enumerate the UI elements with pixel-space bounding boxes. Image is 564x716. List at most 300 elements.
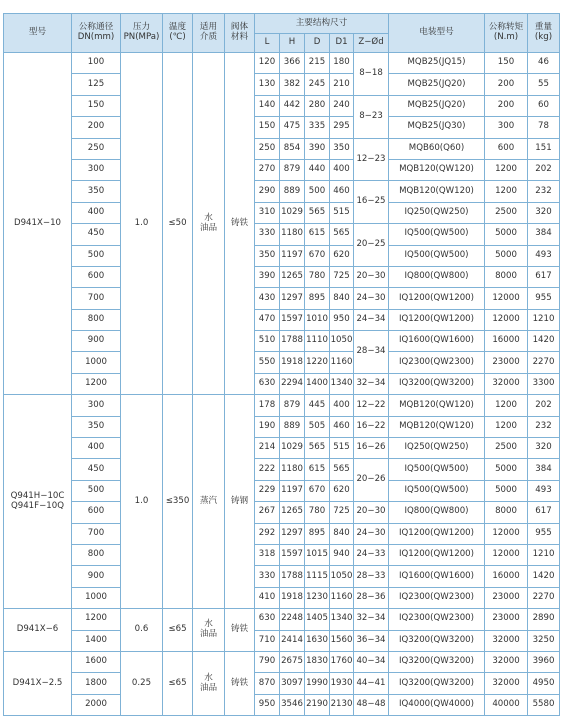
dim-l-cell: 510	[255, 331, 280, 352]
table-row	[4, 309, 560, 330]
header-torque: 公称转矩 (N.m)	[485, 14, 528, 53]
dim-d1-cell: 515	[330, 202, 354, 223]
group-model-cell: D941X−6	[4, 609, 72, 652]
dn-cell: 700	[72, 288, 121, 309]
group-model-cell: D941X−2.5	[4, 651, 72, 715]
table-row	[4, 266, 560, 287]
dn-cell: 350	[72, 416, 121, 437]
header-weight: 重量 (kg)	[528, 14, 560, 53]
zd-cell: 16−26	[354, 438, 389, 459]
dn-cell: 450	[72, 459, 121, 480]
weight-cell: 320	[528, 202, 560, 223]
dim-d1-cell: 840	[330, 288, 354, 309]
dim-d1-cell: 620	[330, 245, 354, 266]
dim-d-cell: 500	[305, 181, 330, 202]
table-row	[4, 74, 560, 95]
dim-d-cell: 390	[305, 138, 330, 159]
weight-cell: 2270	[528, 352, 560, 373]
header-actuator: 电装型号	[389, 14, 485, 53]
torque-cell: 200	[485, 95, 528, 116]
dim-h-cell: 1180	[280, 459, 305, 480]
actuator-cell: MQB25(JQ20)	[389, 95, 485, 116]
weight-cell: 320	[528, 438, 560, 459]
actuator-cell: MQB120(QW120)	[389, 395, 485, 416]
dim-l-cell: 178	[255, 395, 280, 416]
torque-cell: 16000	[485, 566, 528, 587]
dim-d-cell: 280	[305, 95, 330, 116]
table-row	[4, 138, 560, 159]
table-row	[4, 117, 560, 138]
dim-d1-cell: 1160	[330, 352, 354, 373]
dim-l-cell: 150	[255, 117, 280, 138]
dim-d-cell: 670	[305, 480, 330, 501]
dim-l-cell: 470	[255, 309, 280, 330]
actuator-cell: IQ1600(QW1600)	[389, 566, 485, 587]
torque-cell: 2500	[485, 438, 528, 459]
torque-cell: 1200	[485, 159, 528, 180]
weight-cell: 202	[528, 159, 560, 180]
torque-cell: 5000	[485, 459, 528, 480]
dim-d-cell: 335	[305, 117, 330, 138]
zd-cell: 8−18	[354, 53, 389, 96]
dn-cell: 250	[72, 138, 121, 159]
dim-d-cell: 895	[305, 523, 330, 544]
weight-cell: 617	[528, 502, 560, 523]
dim-d-cell: 1990	[305, 673, 330, 694]
group-temp-cell: ≤65	[163, 651, 193, 715]
torque-cell: 23000	[485, 352, 528, 373]
torque-cell: 32000	[485, 651, 528, 672]
dim-l-cell: 130	[255, 74, 280, 95]
dim-d1-cell: 350	[330, 138, 354, 159]
dim-d1-cell: 515	[330, 438, 354, 459]
header-zd: Z−Ød	[354, 34, 389, 53]
dim-d1-cell: 180	[330, 53, 354, 74]
dn-cell: 150	[72, 95, 121, 116]
group-model-cell: Q941H−10C Q941F−10Q	[4, 395, 72, 609]
weight-cell: 493	[528, 245, 560, 266]
dim-d-cell: 1010	[305, 309, 330, 330]
dim-d-cell: 565	[305, 438, 330, 459]
dim-d-cell: 1220	[305, 352, 330, 373]
dn-cell: 1800	[72, 673, 121, 694]
actuator-cell: MQB120(QW120)	[389, 181, 485, 202]
dim-h-cell: 1197	[280, 480, 305, 501]
dim-d-cell: 565	[305, 202, 330, 223]
dim-l-cell: 292	[255, 523, 280, 544]
dn-cell: 600	[72, 502, 121, 523]
actuator-cell: IQ800(QW800)	[389, 502, 485, 523]
dn-cell: 800	[72, 309, 121, 330]
dn-cell: 1000	[72, 352, 121, 373]
dim-l-cell: 267	[255, 502, 280, 523]
dim-d1-cell: 565	[330, 459, 354, 480]
table-row	[4, 202, 560, 223]
zd-cell: 48−48	[354, 694, 389, 715]
table-row	[4, 53, 560, 74]
torque-cell: 40000	[485, 694, 528, 715]
torque-cell: 32000	[485, 673, 528, 694]
dim-d1-cell: 240	[330, 95, 354, 116]
torque-cell: 8000	[485, 502, 528, 523]
dim-h-cell: 1918	[280, 352, 305, 373]
dn-cell: 300	[72, 159, 121, 180]
dim-l-cell: 190	[255, 416, 280, 437]
weight-cell: 1210	[528, 544, 560, 565]
dim-l-cell: 550	[255, 352, 280, 373]
zd-cell: 16−25	[354, 181, 389, 224]
dim-d1-cell: 725	[330, 502, 354, 523]
weight-cell: 46	[528, 53, 560, 74]
actuator-cell: IQ4000(QW4000)	[389, 694, 485, 715]
dim-d1-cell: 460	[330, 181, 354, 202]
dim-d-cell: 615	[305, 459, 330, 480]
zd-cell: 20−26	[354, 459, 389, 502]
actuator-cell: IQ500(QW500)	[389, 245, 485, 266]
weight-cell: 384	[528, 459, 560, 480]
weight-cell: 955	[528, 288, 560, 309]
group-material-cell: 铸铁	[225, 53, 255, 395]
header-D: D	[305, 34, 330, 53]
group-temp-cell: ≤65	[163, 609, 193, 652]
actuator-cell: IQ3200(QW3200)	[389, 373, 485, 394]
dn-cell: 700	[72, 523, 121, 544]
dim-d-cell: 615	[305, 224, 330, 245]
header-dn: 公称通径 DN(mm)	[72, 14, 121, 53]
dim-d-cell: 215	[305, 53, 330, 74]
header-H: H	[280, 34, 305, 53]
zd-cell: 32−34	[354, 373, 389, 394]
weight-cell: 1420	[528, 331, 560, 352]
dim-h-cell: 3546	[280, 694, 305, 715]
table-row	[4, 352, 560, 373]
group-pn-cell: 0.25	[121, 651, 163, 715]
weight-cell: 232	[528, 181, 560, 202]
dim-l-cell: 250	[255, 138, 280, 159]
dim-d1-cell: 565	[330, 224, 354, 245]
actuator-cell: MQB25(JQ15)	[389, 53, 485, 74]
actuator-cell: IQ500(QW500)	[389, 480, 485, 501]
group-temp-cell: ≤50	[163, 53, 193, 395]
torque-cell: 12000	[485, 523, 528, 544]
actuator-cell: IQ2300(QW2300)	[389, 352, 485, 373]
dn-cell: 500	[72, 245, 121, 266]
dim-d-cell: 1405	[305, 609, 330, 630]
zd-cell: 24−33	[354, 544, 389, 565]
zd-cell: 24−30	[354, 523, 389, 544]
torque-cell: 8000	[485, 266, 528, 287]
dim-d-cell: 1115	[305, 566, 330, 587]
weight-cell: 2890	[528, 609, 560, 630]
zd-cell: 20−25	[354, 224, 389, 267]
dim-l-cell: 214	[255, 438, 280, 459]
dim-l-cell: 950	[255, 694, 280, 715]
header-model: 型号	[4, 14, 72, 53]
group-temp-cell: ≤350	[163, 395, 193, 609]
table-row	[4, 587, 560, 608]
actuator-cell: MQB25(JQ30)	[389, 117, 485, 138]
dim-l-cell: 140	[255, 95, 280, 116]
actuator-cell: IQ250(QW250)	[389, 438, 485, 459]
dim-l-cell: 790	[255, 651, 280, 672]
dim-h-cell: 1029	[280, 438, 305, 459]
torque-cell: 5000	[485, 245, 528, 266]
weight-cell: 202	[528, 395, 560, 416]
dn-cell: 1200	[72, 373, 121, 394]
table-row	[4, 245, 560, 266]
dim-d1-cell: 1340	[330, 373, 354, 394]
torque-cell: 2500	[485, 202, 528, 223]
dim-d1-cell: 1930	[330, 673, 354, 694]
group-pn-cell: 1.0	[121, 395, 163, 609]
dim-d-cell: 1110	[305, 331, 330, 352]
header-L: L	[255, 34, 280, 53]
weight-cell: 55	[528, 74, 560, 95]
zd-cell: 40−34	[354, 651, 389, 672]
zd-cell: 8−23	[354, 95, 389, 138]
dim-d-cell: 245	[305, 74, 330, 95]
dim-h-cell: 1297	[280, 523, 305, 544]
zd-cell: 24−34	[354, 309, 389, 330]
zd-cell: 32−34	[354, 609, 389, 630]
dn-cell: 350	[72, 181, 121, 202]
torque-cell: 300	[485, 117, 528, 138]
table-row	[4, 224, 560, 245]
dim-d1-cell: 295	[330, 117, 354, 138]
dim-d-cell: 1630	[305, 630, 330, 651]
dim-d-cell: 440	[305, 159, 330, 180]
dim-l-cell: 229	[255, 480, 280, 501]
dn-cell: 400	[72, 438, 121, 459]
actuator-cell: MQB60(Q60)	[389, 138, 485, 159]
table-row	[4, 502, 560, 523]
dim-d1-cell: 725	[330, 266, 354, 287]
torque-cell: 12000	[485, 544, 528, 565]
weight-cell: 1420	[528, 566, 560, 587]
group-material-cell: 铸钢	[225, 395, 255, 609]
dim-h-cell: 2248	[280, 609, 305, 630]
actuator-cell: IQ800(QW800)	[389, 266, 485, 287]
torque-cell: 16000	[485, 331, 528, 352]
torque-cell: 1200	[485, 395, 528, 416]
torque-cell: 23000	[485, 609, 528, 630]
dim-l-cell: 290	[255, 181, 280, 202]
dn-cell: 1400	[72, 630, 121, 651]
torque-cell: 12000	[485, 288, 528, 309]
actuator-cell: IQ250(QW250)	[389, 202, 485, 223]
dim-h-cell: 1265	[280, 266, 305, 287]
dim-h-cell: 889	[280, 416, 305, 437]
weight-cell: 955	[528, 523, 560, 544]
zd-cell: 20−30	[354, 502, 389, 523]
dim-l-cell: 318	[255, 544, 280, 565]
dim-d1-cell: 400	[330, 159, 354, 180]
dim-l-cell: 630	[255, 373, 280, 394]
zd-cell: 16−22	[354, 416, 389, 437]
dim-d1-cell: 840	[330, 523, 354, 544]
dim-l-cell: 120	[255, 53, 280, 74]
dim-l-cell: 870	[255, 673, 280, 694]
dim-l-cell: 222	[255, 459, 280, 480]
dim-d-cell: 1830	[305, 651, 330, 672]
dim-h-cell: 442	[280, 95, 305, 116]
dim-d-cell: 670	[305, 245, 330, 266]
dim-d1-cell: 620	[330, 480, 354, 501]
dn-cell: 900	[72, 566, 121, 587]
dim-d1-cell: 950	[330, 309, 354, 330]
group-medium-cell: 水 油品	[193, 609, 225, 652]
dim-l-cell: 710	[255, 630, 280, 651]
actuator-cell: IQ1200(QW1200)	[389, 288, 485, 309]
dim-h-cell: 1788	[280, 331, 305, 352]
actuator-cell: IQ1200(QW1200)	[389, 523, 485, 544]
dim-l-cell: 390	[255, 266, 280, 287]
dim-l-cell: 630	[255, 609, 280, 630]
dim-d-cell: 2190	[305, 694, 330, 715]
table-row	[4, 566, 560, 587]
dim-h-cell: 1297	[280, 288, 305, 309]
header-material: 阀体 材料	[225, 14, 255, 53]
dim-h-cell: 1029	[280, 202, 305, 223]
dim-d1-cell: 1050	[330, 331, 354, 352]
torque-cell: 5000	[485, 224, 528, 245]
torque-cell: 23000	[485, 587, 528, 608]
actuator-cell: MQB120(QW120)	[389, 159, 485, 180]
weight-cell: 384	[528, 224, 560, 245]
dn-cell: 800	[72, 544, 121, 565]
group-medium-cell: 蒸汽	[193, 395, 225, 609]
dim-d-cell: 445	[305, 395, 330, 416]
dim-l-cell: 430	[255, 288, 280, 309]
weight-cell: 232	[528, 416, 560, 437]
table-row	[4, 395, 560, 416]
table-row	[4, 459, 560, 480]
torque-cell: 32000	[485, 373, 528, 394]
table-row	[4, 523, 560, 544]
dim-h-cell: 2675	[280, 651, 305, 672]
dim-d1-cell: 1340	[330, 609, 354, 630]
table-row	[4, 95, 560, 116]
actuator-cell: IQ3200(QW3200)	[389, 630, 485, 651]
weight-cell: 3300	[528, 373, 560, 394]
group-medium-cell: 水 油品	[193, 651, 225, 715]
table-row	[4, 480, 560, 501]
dn-cell: 500	[72, 480, 121, 501]
dim-h-cell: 889	[280, 181, 305, 202]
spec-table-container	[3, 13, 559, 716]
group-material-cell: 铸铁	[225, 609, 255, 652]
torque-cell: 150	[485, 53, 528, 74]
dn-cell: 1600	[72, 651, 121, 672]
weight-cell: 617	[528, 266, 560, 287]
valve-spec-table	[3, 13, 560, 716]
table-row	[4, 694, 560, 715]
table-row	[4, 159, 560, 180]
dim-d-cell: 1230	[305, 587, 330, 608]
weight-cell: 493	[528, 480, 560, 501]
group-pn-cell: 0.6	[121, 609, 163, 652]
actuator-cell: IQ500(QW500)	[389, 224, 485, 245]
dim-h-cell: 1180	[280, 224, 305, 245]
zd-cell: 12−23	[354, 138, 389, 181]
group-material-cell: 铸铁	[225, 651, 255, 715]
zd-cell: 20−30	[354, 266, 389, 287]
table-row	[4, 373, 560, 394]
torque-cell: 32000	[485, 630, 528, 651]
dim-h-cell: 854	[280, 138, 305, 159]
dn-cell: 900	[72, 331, 121, 352]
dim-l-cell: 410	[255, 587, 280, 608]
dim-h-cell: 1918	[280, 587, 305, 608]
dn-cell: 125	[72, 74, 121, 95]
table-row	[4, 438, 560, 459]
actuator-cell: MQB25(JQ20)	[389, 74, 485, 95]
dim-h-cell: 1265	[280, 502, 305, 523]
table-row	[4, 181, 560, 202]
weight-cell: 3250	[528, 630, 560, 651]
actuator-cell: IQ1200(QW1200)	[389, 544, 485, 565]
table-body	[4, 53, 560, 716]
table-row	[4, 288, 560, 309]
table-row	[4, 609, 560, 630]
weight-cell: 2270	[528, 587, 560, 608]
weight-cell: 4950	[528, 673, 560, 694]
weight-cell: 1210	[528, 309, 560, 330]
zd-cell: 28−33	[354, 566, 389, 587]
torque-cell: 5000	[485, 480, 528, 501]
weight-cell: 3960	[528, 651, 560, 672]
dim-h-cell: 366	[280, 53, 305, 74]
table-row	[4, 331, 560, 352]
dim-h-cell: 879	[280, 159, 305, 180]
actuator-cell: IQ3200(QW3200)	[389, 651, 485, 672]
header-dims-group: 主要结构尺寸	[255, 14, 389, 34]
table-row	[4, 651, 560, 672]
actuator-cell: IQ500(QW500)	[389, 459, 485, 480]
dim-d-cell: 1015	[305, 544, 330, 565]
dim-l-cell: 270	[255, 159, 280, 180]
table-row	[4, 673, 560, 694]
dim-l-cell: 330	[255, 224, 280, 245]
dim-d1-cell: 210	[330, 74, 354, 95]
dim-l-cell: 350	[255, 245, 280, 266]
zd-cell: 44−41	[354, 673, 389, 694]
table-row	[4, 544, 560, 565]
dim-l-cell: 330	[255, 566, 280, 587]
header-D1: D1	[330, 34, 354, 53]
dn-cell: 600	[72, 266, 121, 287]
dim-d-cell: 780	[305, 502, 330, 523]
dim-d1-cell: 1160	[330, 587, 354, 608]
dim-h-cell: 2414	[280, 630, 305, 651]
dim-d-cell: 895	[305, 288, 330, 309]
dn-cell: 300	[72, 395, 121, 416]
dim-d1-cell: 460	[330, 416, 354, 437]
dim-h-cell: 382	[280, 74, 305, 95]
dn-cell: 400	[72, 202, 121, 223]
table-row	[4, 630, 560, 651]
weight-cell: 60	[528, 95, 560, 116]
dim-d1-cell: 1050	[330, 566, 354, 587]
dim-d1-cell: 1560	[330, 630, 354, 651]
dim-h-cell: 879	[280, 395, 305, 416]
zd-cell: 36−34	[354, 630, 389, 651]
zd-cell: 28−36	[354, 587, 389, 608]
actuator-cell: IQ3200(QW3200)	[389, 673, 485, 694]
torque-cell: 12000	[485, 309, 528, 330]
header-temp: 温度 (℃)	[163, 14, 193, 53]
dim-h-cell: 3097	[280, 673, 305, 694]
